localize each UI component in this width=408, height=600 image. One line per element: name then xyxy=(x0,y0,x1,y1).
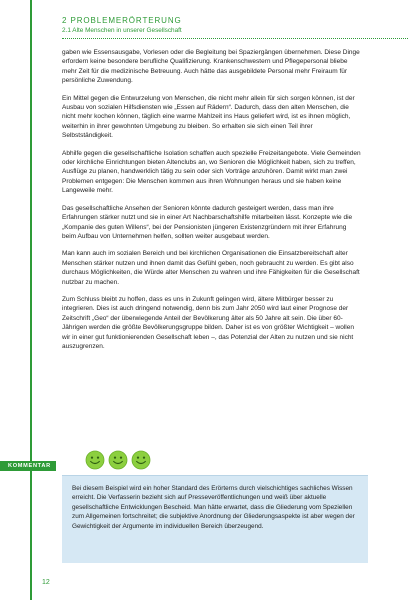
smiley-icon xyxy=(131,450,151,470)
paragraph: Man kann auch im sozialen Bereich und bei kirchlichen Organisationen die Einsatzbereitschaft alter Menschen stärker nutzen und ihnen damit das Gefühl geben, noch gebraucht zu werden. Es gibt also durchaus Möglichkeiten, die Würde alter Menschen zu wahren und ihre Fähigkeiten für die Gesellschaft nutzbar zu machen. xyxy=(62,250,360,286)
body-text xyxy=(62,48,362,359)
paragraph: Ein Mittel gegen die Entwurzelung von Menschen, die nicht mehr allein für sich sorgen können, ist der Ausbau von sozialen Hilfsdiensten wie „Essen auf Rädern“. Dadurch, dass den alten Menschen, die nicht mehr kochen können, täglich eine warme Mahlzeit ins Haus geliefert wird, ist es ihnen möglich, weiterhin in ihrer gewohnten Umgebung zu bleiben. So erhalten sie sich einen Teil ihrer Selbstständigkeit. xyxy=(62,94,355,140)
paragraph: gaben wie Essensausgabe, Vorlesen oder die Begleitung bei Spaziergängen übernehmen. Diese Dinge erfordern keine besondere berufliche Qualifizierung. Krankenschwestern und Pflegepersonal bliebe mehr Zeit für die medizinische Betreuung. Auch hätte das ausgebildete Personal mehr Freiraum für persönliche Zuwendung. xyxy=(62,49,360,85)
paragraph: Abhilfe gegen die gesellschaftliche Isolation schaffen auch spezielle Freizeitangebote. Viele Gemeinden oder kirchliche Einrichtungen bieten Altenclubs an, wo Senioren die Möglichkeit haben, sich zu treffen, Ausflüge zu planen, handwerklich tätig zu sein oder sich Vorträge anzuhören. Damit wirkt man zwei Problemen entgegen: Die Menschen kommen aus ihren Wohnungen heraus und sie haben keine Langeweile mehr. xyxy=(62,149,361,195)
comment-text: Bei diesem Beispiel wird ein hoher Standard des Erörterns durch vielschichtiges sachliches Wissen erreicht. Die Verfasserin bezieht sich auf Presseveröffentlichungen und weiß über aktuelle gesellschaftliche Entwicklungen Bescheid. Man hätte erwartet, dass die Gliederung vom Speziellen zum Allgemeinen fortschreitet; die subjektive Anordnung der Gliederungsaspekte ist aber wegen der Gewichtigkeit der Argumente im individuellen Bereich überzeugend. xyxy=(72,485,355,530)
chapter-title: 2 PROBLEMERÖRTERUNG xyxy=(62,16,182,25)
header-divider xyxy=(62,38,408,39)
comment-label: KOMMENTAR xyxy=(0,461,56,471)
running-header xyxy=(62,16,182,35)
smiley-icon xyxy=(108,450,128,470)
rating-smileys xyxy=(85,450,151,470)
comment-box xyxy=(62,475,368,563)
page-number: 12 xyxy=(42,579,50,586)
paragraph: Zum Schluss bleibt zu hoffen, dass es uns in Zukunft gelingen wird, ältere Mitbürger besser zu integrieren. Dies ist auch dringend notwendig, denn bis zum Jahr 2050 wird laut einer Prognose der Zeitschrift „Geo“ der überwiegende Anteil der Bevölkerung älter als 50 Jahre alt sein. Die über 60-Jährigen werden die größte Bevölkerungsgruppe bilden. Daher ist es von größter Wichtigkeit – wollen wir in einer gut funktionierenden Gesellschaft leben –, das Potenzial der Alten zu nutzen und sie nicht auszugrenzen. xyxy=(62,295,354,350)
paragraph: Das gesellschaftliche Ansehen der Senioren könnte dadurch gesteigert werden, dass man ihre Erfahrungen stärker nutzt und sie in einer Art Nachbarschaftshilfe mitarbeiten lässt. Konzepte wie die „Kompanie des guten Willens“, bei der Pensionisten jüngeren Existenzgründern mit ihrer Erfahrung beim Aufbau von Unternehmen helfen, sollten weiter ausgebaut werden. xyxy=(62,204,353,240)
margin-line xyxy=(30,0,32,600)
section-title: 2.1 Alte Menschen in unserer Gesellschaft xyxy=(62,27,182,34)
smiley-icon xyxy=(85,450,105,470)
